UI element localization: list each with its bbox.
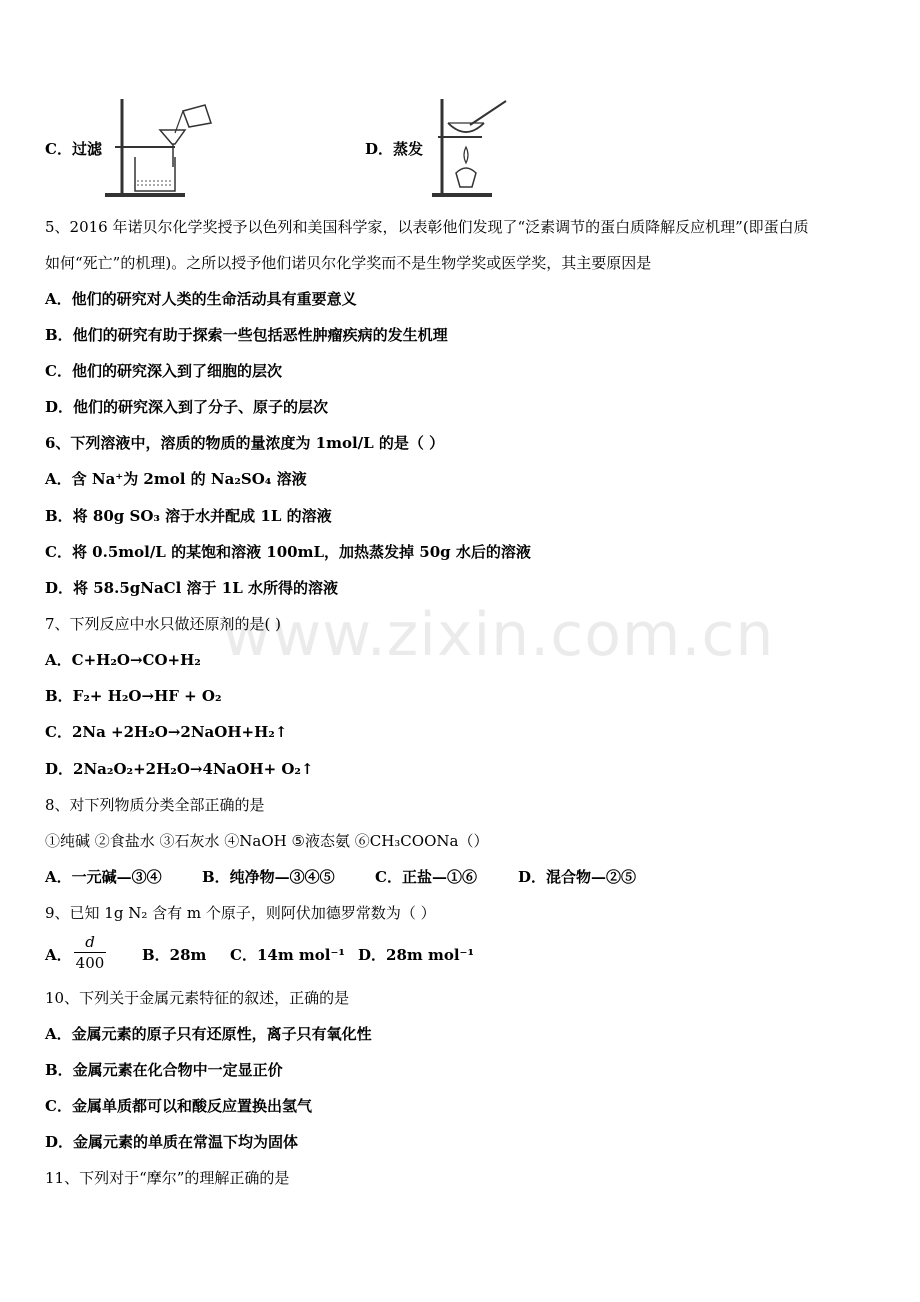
q9-option-c: C．14m mol⁻¹ [230,946,345,964]
q6-option-c: C．将 0.5mol/L 的某饱和溶液 100mL，加热蒸发掉 50g 水后的溶液 [45,543,531,561]
q5-stem-line1: 5、2016 年诺贝尔化学奖授予以色列和美国科学家，以表彰他们发现了“泛素调节的蛋白质降解反应机理”(即蛋白质 [45,218,809,236]
option-c-filtration: C．过滤 [45,140,102,158]
q9-stem: 9、已知 1g N₂ 含有 m 个原子，则阿伏加德罗常数为（ ） [45,904,436,922]
q8-option-d: D．混合物—②⑤ [518,868,637,886]
q8-stem: 8、对下列物质分类全部正确的是 [45,796,265,814]
watermark: www.zixin.com.cn [222,600,775,670]
q7-option-c: C．2Na +2H₂O→2NaOH+H₂↑ [45,723,288,741]
fraction-numerator: d [85,933,95,951]
q9-option-a-fraction [74,933,106,972]
q6-option-d: D．将 58.5gNaCl 溶于 1L 水所得的溶液 [45,579,338,597]
evaporation-apparatus-image [430,97,510,199]
q5-option-b: B．他们的研究有助于探索一些包括恶性肿瘤疾病的发生机理 [45,326,448,344]
q5-option-d: D．他们的研究深入到了分子、原子的层次 [45,398,329,416]
q10-option-d: D．金属元素的单质在常温下均为固体 [45,1133,299,1151]
q5-option-c: C．他们的研究深入到了细胞的层次 [45,362,282,380]
q7-option-b: B．F₂+ H₂O→HF + O₂ [45,687,222,705]
q8-items: ①纯碱 ②食盐水 ③石灰水 ④NaOH ⑤液态氨 ⑥CH₃COONa（） [45,832,489,850]
option-d-evaporation: D．蒸发 [365,140,424,158]
q9-option-b: B．28m [142,946,207,964]
fraction-denominator: 400 [75,954,105,972]
q9-option-a-label: A． [45,946,72,964]
q8-option-b: B．纯净物—③④⑤ [202,868,335,886]
fraction-bar [74,952,106,953]
q11-stem: 11、下列对于“摩尔”的理解正确的是 [45,1169,290,1187]
q5-option-a: A．他们的研究对人类的生命活动具有重要意义 [45,290,357,308]
q6-option-a: A．含 Na⁺为 2mol 的 Na₂SO₄ 溶液 [45,470,307,488]
q10-option-a: A．金属元素的原子只有还原性，离子只有氧化性 [45,1025,372,1043]
q9-option-d: D．28m mol⁻¹ [358,946,475,964]
q5-stem-line2: 如何“死亡”的机理)。之所以授予他们诺贝尔化学奖而不是生物学奖或医学奖，其主要原因是 [45,254,652,272]
q7-stem: 7、下列反应中水只做还原剂的是( ) [45,615,282,633]
q8-option-c: C．正盐—①⑥ [375,868,477,886]
filtration-apparatus-image [105,97,215,199]
q7-option-a: A．C+H₂O→CO+H₂ [45,651,201,669]
q10-stem: 10、下列关于金属元素特征的叙述，正确的是 [45,989,350,1007]
q6-stem: 6、下列溶液中，溶质的物质的量浓度为 1mol/L 的是（ ） [45,434,445,452]
q6-option-b: B．将 80g SO₃ 溶于水并配成 1L 的溶液 [45,507,332,525]
q7-option-d: D．2Na₂O₂+2H₂O→4NaOH+ O₂↑ [45,760,314,778]
q10-option-c: C．金属单质都可以和酸反应置换出氢气 [45,1097,312,1115]
q8-option-a: A．一元碱—③④ [45,868,162,886]
q10-option-b: B．金属元素在化合物中一定显正价 [45,1061,283,1079]
